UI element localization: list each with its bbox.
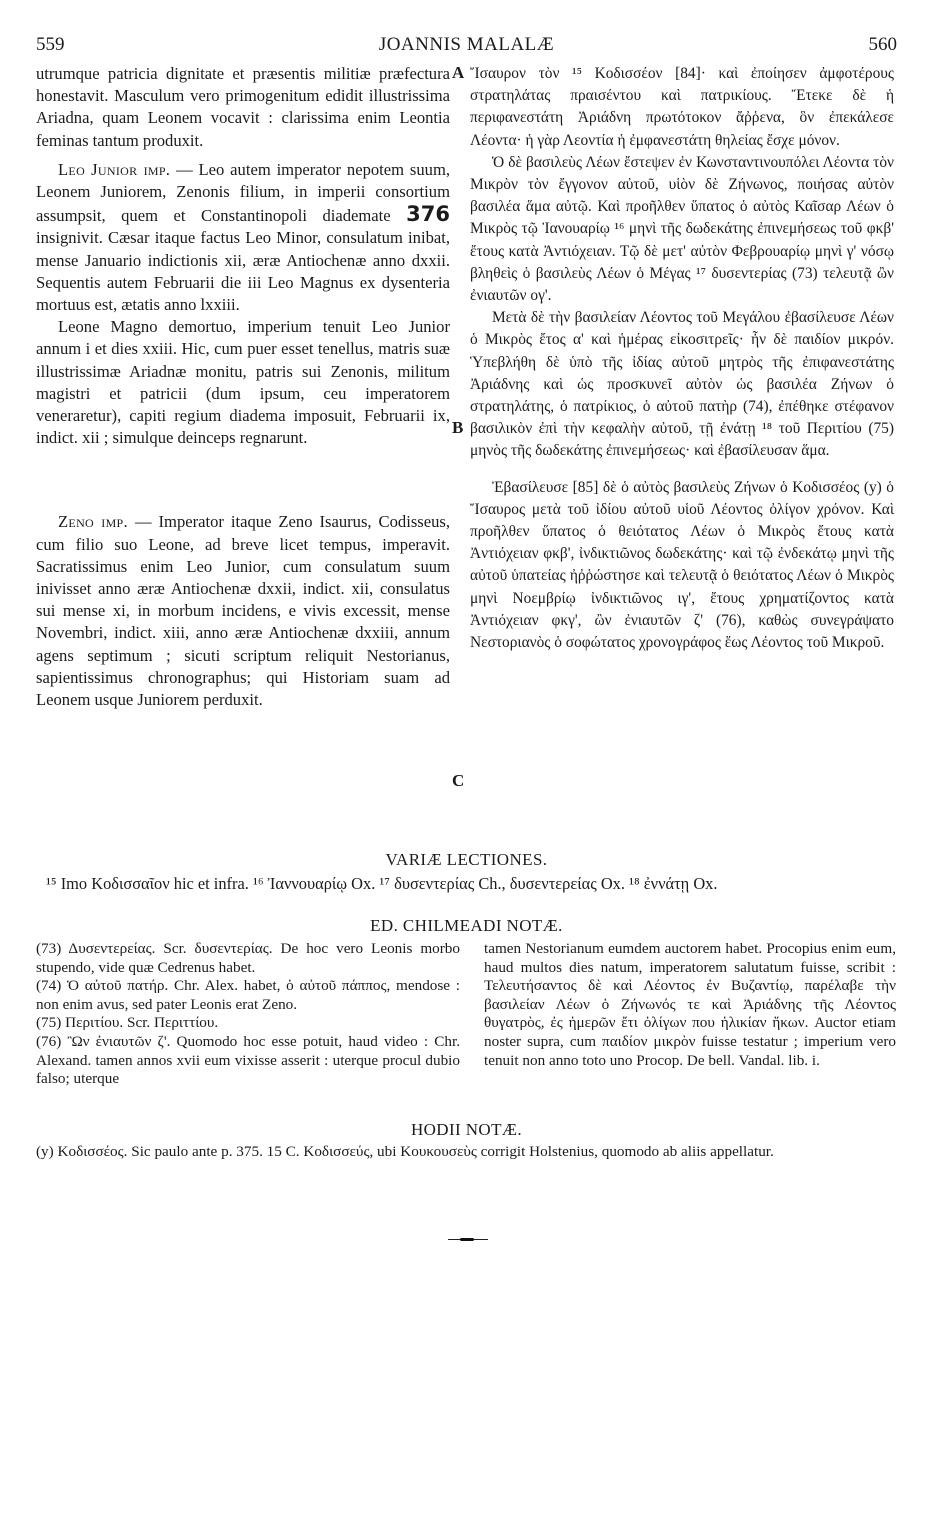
latin-column	[36, 63, 450, 711]
greek-column	[470, 63, 894, 654]
latin-paragraph-4-text: — Imperator itaque Zeno Isaurus, Codisseus, cum filio suo Leone, ad breve licet tempus, imperavit. Sacratissimus enim Leo Junior, cum consulatum suum inivisset anno æræ Antiochenæ dxxii, indict. xii, consulatus sui mense xi, in morbum incidens, e vivis excessit, mense Novembri, indict. xiii, anno æræ Antiochenæ dxxiii, annum agens septimum ; sicuti scriptum reliquit Nestorianus, sapientissimus chronographus; qui Historiam suam ad Leonem usque Juniorem perduxit.	[36, 512, 450, 710]
page-number-left: 559	[36, 34, 65, 55]
chilmead-notes-left	[36, 940, 460, 1089]
hodii-notes-title: HODII NOTÆ.	[410, 1120, 523, 1139]
note-75: (75) Περιτίου. Scr. Περιττίου.	[36, 1014, 219, 1032]
chilmead-notes-title: ED. CHILMEADI NOTÆ.	[370, 916, 563, 935]
latin-paragraph-2	[36, 159, 450, 316]
greek-paragraph-3: Μετὰ δὲ τὴν βασιλείαν Λέοντος τοῦ Μεγάλου ἐβασίλευσε Λέων ὁ Μικρὸς ἔτος α' καὶ ἡμέρας εἰκοσιτρεῖς· ἦν δὲ παιδίον μικρόν. Ὑπεβλήθη δὲ ὑπὸ τῆς ἰδίας αὐτοῦ μητρὸς τῆς ἐπιφανεστάτης Ἀριάδνης καὶ ὡς προσκυνεῖ αὐτὸν ὡς βασιλέα Ζήνων ὁ στρατηλάτης, ὁ πατρίκιος, ὁ αὐτοῦ πατὴρ (74), ἐπέθηκε στέφανον βασιλικὸν ἐπὶ τὴν κεφαλὴν αὐτοῦ, τῇ ἐνάτῃ ¹⁸ τοῦ Περιτίου (75) μηνὸς τῆς δωδεκάτης ἐπινεμήσεως· καὶ ἐβασίλευσαν ἅμα.	[470, 309, 894, 460]
margin-marker-b: B	[452, 418, 464, 437]
note-76-continued: tamen Nestorianum eumdem auctorem habet. Procopius enim eum, haud multos dies natum, imperatorem salutatum fuisse, scribit : Τελευτήσαντος δὲ καὶ Λέοντος ἐν Βυζαντίῳ, παρέλαβε τὴν βασιλείαν Λέων ὁ Ζήνωνός τε καὶ Ἀριάδνης τῆς Λέοντος θυγατρὸς, ἐς ἡμερῶν ἔτι ὀλίγων που ἡλικίαν ἥκων. Auctor etiam noster supra, cum παιδίον μικρὸν fuisse testatur ; imperium vero tenuit non anno toto uno Procop. De bell. Vandal. lib. i.	[484, 940, 896, 1069]
note-74: (74) Ὁ αὐτοῦ πατήρ. Chr. Alex. habet, ὁ αὐτοῦ πάππος, mendose : non enim avus, sed pater Leonis erat Zeno.	[36, 977, 460, 1013]
greek-paragraph-4: Ἐβασίλευσε [85] δὲ ὁ αὐτὸς βασιλεὺς Ζήνων ὁ Κοδισσέος (y) ὁ Ἴσαυρος μετὰ τοῦ ἰδίου αὐτοῦ υἱοῦ Λέοντος ὀλίγον χρόνον. Καὶ προῆλθεν ὕπατος ὁ θειότατος Λέων ὁ Μικρὸς ἔτους κατὰ Ἀντιόχειαν φκβ', ἰνδικτιῶνος δωδεκάτης· καὶ τῷ ἐνδεκάτῳ μηνὶ τῆς αὐτοῦ ὑπατείας ἠῤῥώστησε καὶ τελευτᾷ ὁ θειότατος Λέων ὁ Μικρὸς μηνὶ Νοεμβρίῳ ἰνδικτιῶνος ιγ', ἔτους χρηματίζοντος κατὰ Ἀντιόχειαν φκγ', ὢν ἐνιαυτῶν ζ' (76), καθὼς συνεγράψατο Νεστοριανὸς ὁ σοφώτατος χρονογράφος ἕως Λέοντος τοῦ Μικροῦ.	[470, 478, 894, 652]
margin-marker-a: A	[452, 63, 465, 82]
section-heading-leo-junior: Leo Junior imp.	[58, 159, 171, 179]
latin-paragraph-1: utrumque patricia dignitate et præsentis militiæ præfectura honestavit. Masculum vero primogenitum edidit illustrissima Ariadna, quam Leonem vocavit : clarissima enim Leontia feminas tantum produxit.	[36, 64, 450, 150]
latin-paragraph-4	[36, 511, 450, 711]
note-y: (y) Κοδισσέος. Sic paulo ante p. 375. 15 C. Κοδισσεύς, ubi Κουκουσεὺς corrigit Holstenius, quomodo ab aliis appellatur.	[36, 1143, 774, 1160]
ornament-knot	[460, 1238, 474, 1241]
variae-lectiones-title: VARIÆ LECTIONES.	[385, 850, 548, 869]
end-ornament	[448, 1238, 488, 1241]
margin-marker-c: C	[452, 771, 465, 790]
chilmead-notes-right	[484, 940, 896, 1070]
hodii-notes	[36, 1143, 898, 1162]
latin-paragraph-3: Leone Magno demortuo, imperium tenuit Leo Junior annum i et dies xxiii. Hic, cum puer esset tenellus, matris suæ illustrissimæ Ariadnæ monitu, patris sui Zenonis, militum magistri et patricii (dum ipsum, ceu imperatorem veneraretur), capiti regium diadema imposuit, Februarii ix, indict. xii ; simulque deinceps regnarunt.	[36, 317, 450, 448]
page-number-right: 560	[868, 34, 897, 55]
marginal-page-number: 376	[406, 202, 450, 227]
variae-lectiones-text: ¹⁵ Imo Κοδισσαῖον hic et infra. ¹⁶ Ἰαννουαρίῳ Ox. ¹⁷ δυσεντερίας Ch., δυσεντερείας Ox. ¹⁸ ἐννάτῃ Ox.	[46, 874, 718, 893]
latin-paragraph-2-text-b: insignivit. Cæsar itaque factus Leo Minor, consulatum inibat, mense Januario indictionis xii, æræ Antiochenæ anno dxxii. Sequentis autem Februarii die iii Leo Magnus ex dysenteria mortuus est, ætatis anno lxxiii.	[36, 228, 450, 315]
greek-paragraph-1: Ἴσαυρον τὸν ¹⁵ Κοδισσέον [84]· καὶ ἐποίησεν ἀμφοτέρους στρατηλάτας πραισέντου καὶ πατρικίους. Ἔτεκε δὲ ἡ περιφανεστάτη Ἀριάδνη πρωτότοκον ἄῤῥενα, ὃν ἐπεκάλεσε Λέοντα· ἡ γὰρ Λεοντία ἡ ἐμφανεστάτη θηλείας ἔσχε μόνον.	[470, 65, 894, 149]
section-heading-zeno: Zeno imp.	[58, 512, 128, 532]
latin-paragraph-2-text-a: — Leo autem imperator nepotem suum, Leonem Juniorem, Zenonis filium, in imperii consortium assumpsit, quem et Constantinopoli diademate	[36, 159, 451, 226]
running-title: JOANNIS MALALÆ	[378, 34, 555, 55]
running-header	[36, 34, 897, 60]
greek-paragraph-2: Ὁ δὲ βασιλεὺς Λέων ἔστεψεν ἐν Κωνσταντινουπόλει Λέοντα τὸν Μικρὸν τὸν ἔγγονον αὐτοῦ, υἱὸν δὲ Ζήνωνος, ποιήσας αὐτὸν βασιλέα ἅμα αὐτῷ. Καὶ προῆλθεν ὕπατος ὁ αὐτὸς Καῖσαρ Λέων ὁ Μικρὸς τῷ Ἰανουαρίῳ ¹⁶ μηνὶ τῆς δωδεκάτης ἐπινεμήσεως τοῦ φκβ' ἔτους κατὰ Ἀντιόχειαν. Τῷ δὲ μετ' αὐτὸν Φεβρουαρίῳ μηνὶ γ' νόσῳ βληθεὶς ὁ βασιλεὺς Λέων ὁ Μέγας ¹⁷ δυσεντερίας (73) τελευτᾷ ὢν ἐνιαυτῶν ογ'.	[470, 153, 894, 305]
note-73: (73) Δυσεντερείας. Scr. δυσεντερίας. De hoc vero Leonis morbo stupendo, vide quæ Cedrenus habet.	[36, 940, 460, 976]
note-76: (76) Ὢν ἐνιαυτῶν ζ'. Quomodo hoc esse potuit, haud video : Chr. Alexand. tamen annos xvii eum vixisse asserit : uterque procul dubio falso; uterque	[36, 1032, 460, 1088]
